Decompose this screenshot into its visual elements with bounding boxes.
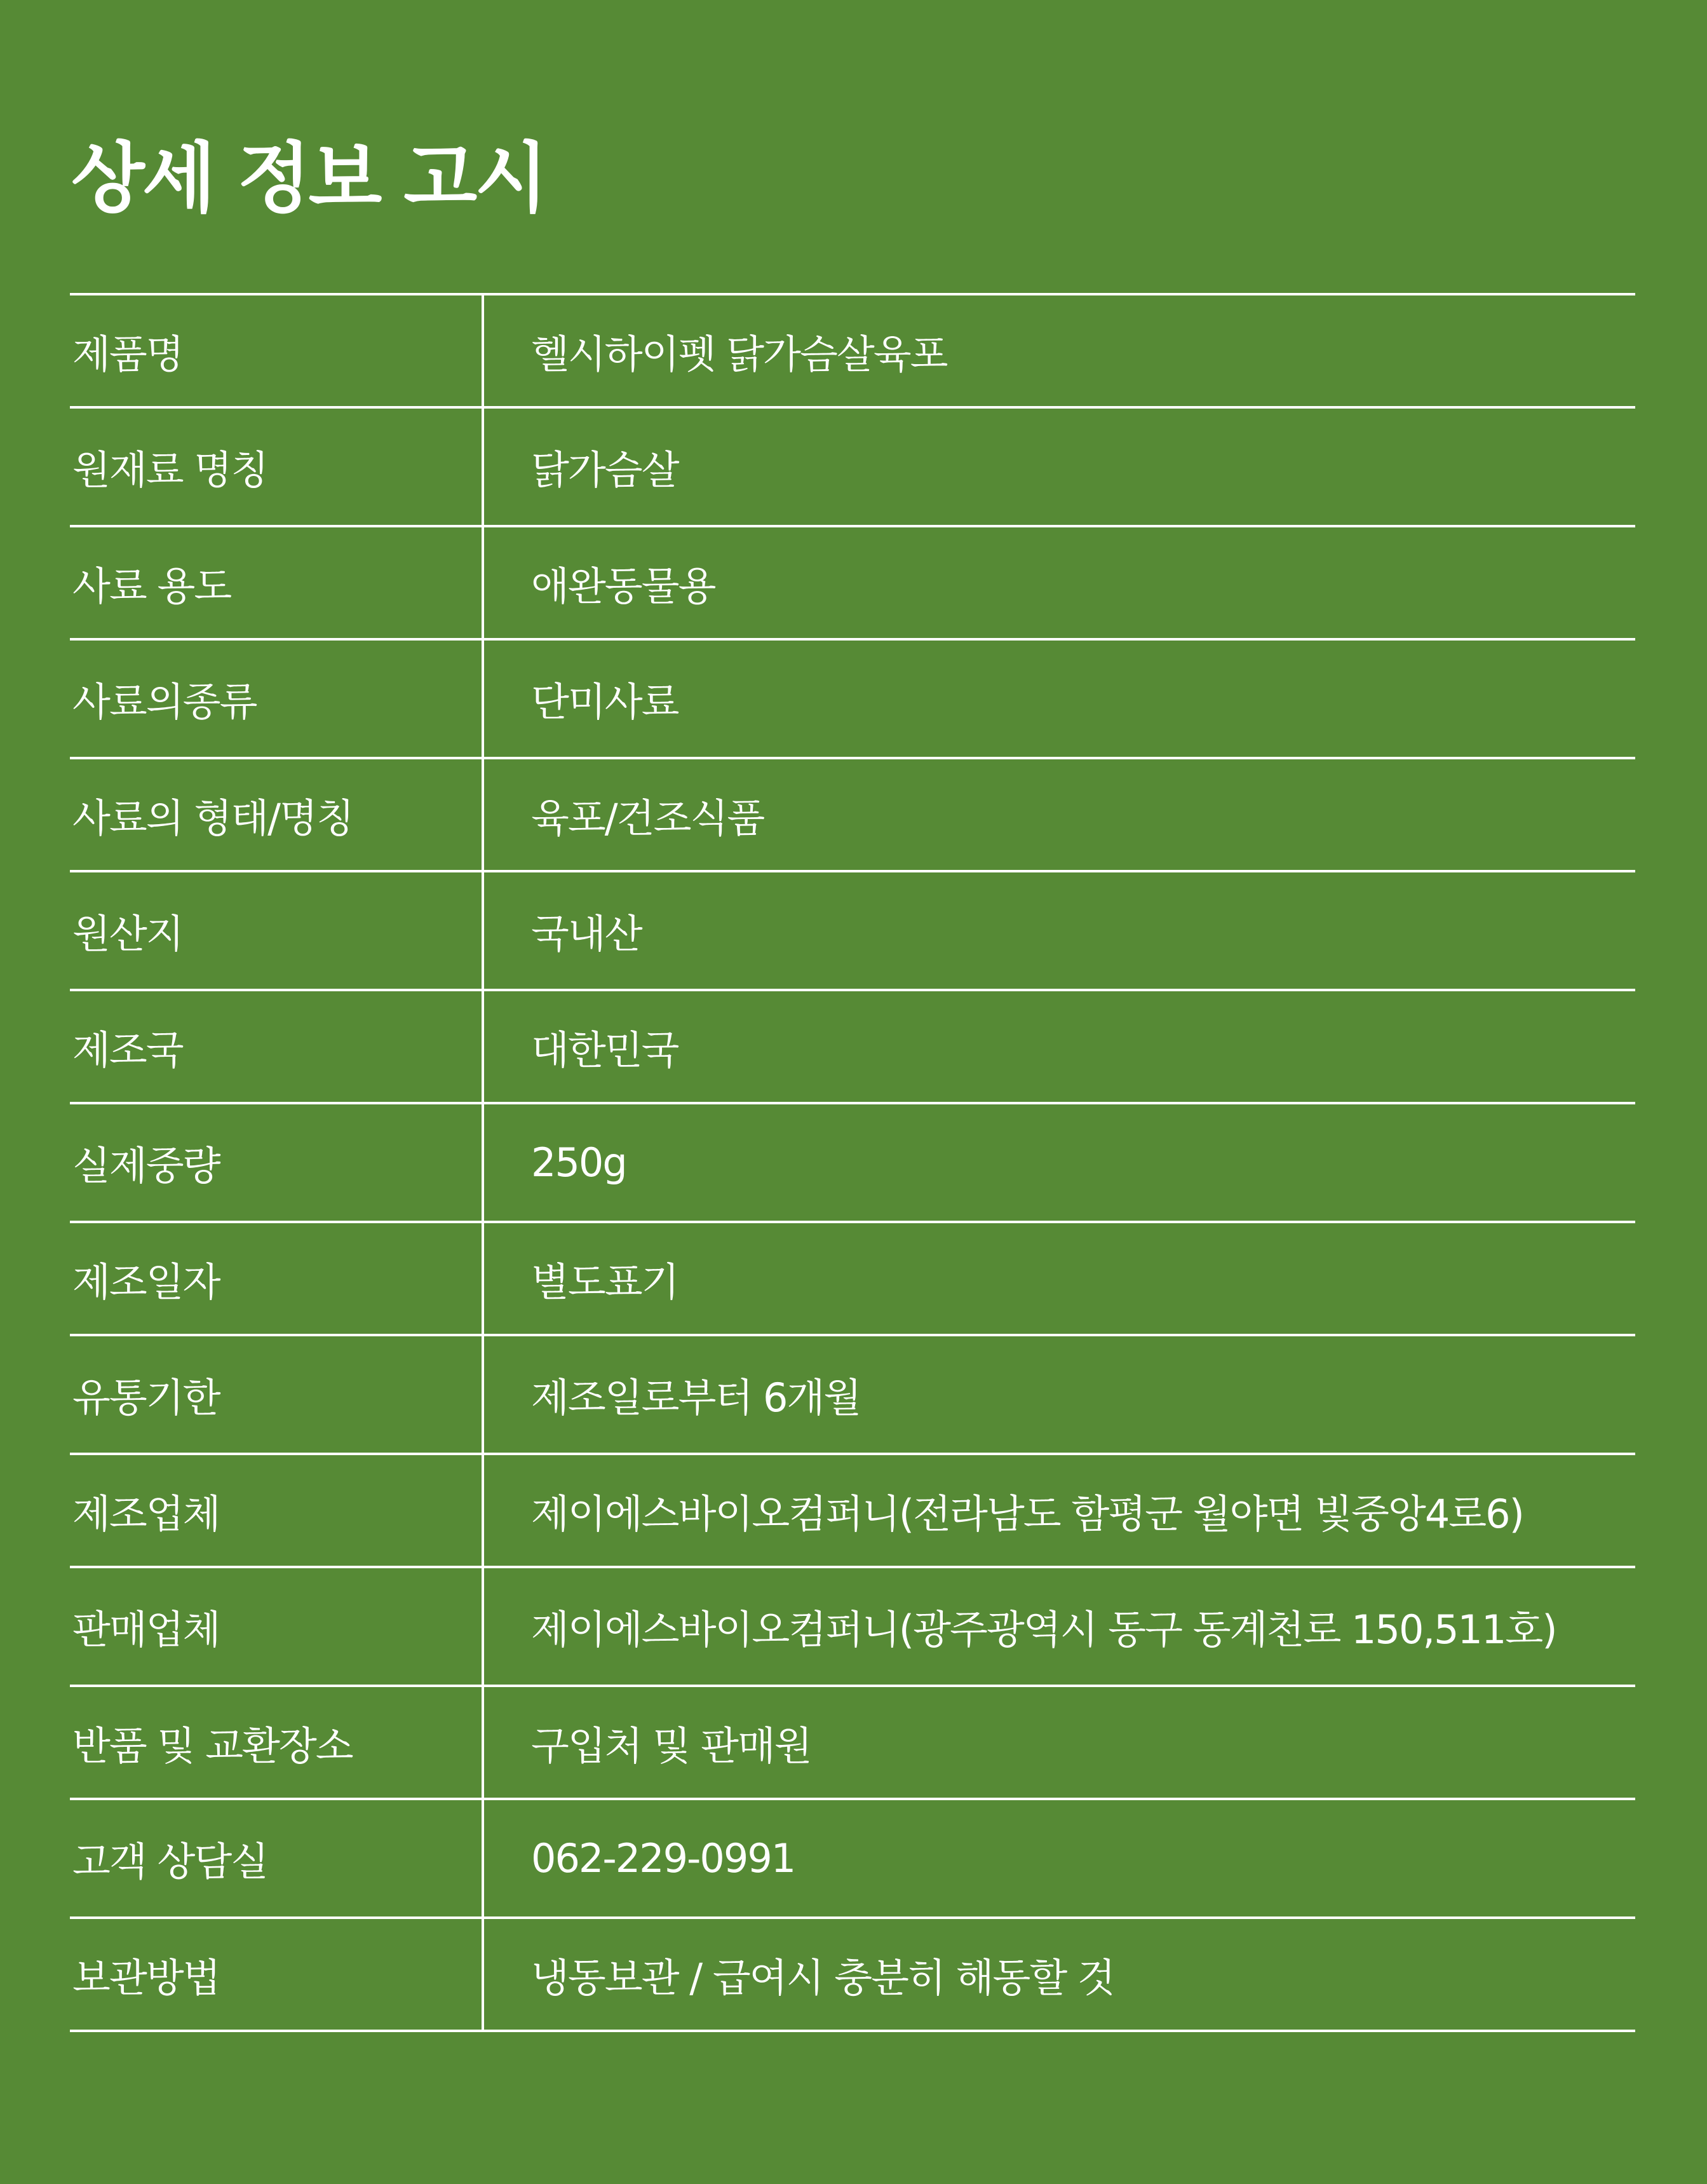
row-value: 닭가슴살 — [531, 447, 678, 493]
table-row — [70, 1104, 1635, 1223]
table-row — [70, 991, 1635, 1104]
table-row — [70, 295, 1635, 409]
table-row — [70, 872, 1635, 991]
row-label: 사료의 형태/명칭 — [70, 759, 484, 870]
table-row — [70, 641, 1635, 759]
row-value: 냉동보관 / 급여시 충분히 해동할 것 — [531, 1954, 1114, 2001]
table-row — [70, 1223, 1635, 1336]
row-label: 반품 및 교환장소 — [70, 1687, 484, 1798]
table-row — [70, 1919, 1635, 2032]
row-value: 250g — [531, 1139, 626, 1186]
row-value: 062-229-0991 — [531, 1835, 795, 1882]
page-title: 상세 정보 고시 — [71, 135, 546, 223]
row-value: 애완동물용 — [531, 562, 715, 609]
row-label: 원재료 명칭 — [70, 409, 484, 525]
row-label: 제조국 — [70, 991, 484, 1102]
row-value: 제조일로부터 6개월 — [531, 1374, 861, 1421]
row-label: 사료 용도 — [70, 527, 484, 638]
row-label: 고객 상담실 — [70, 1800, 484, 1916]
row-value: 구입처 및 판매원 — [531, 1722, 811, 1769]
table-row — [70, 759, 1635, 872]
row-value: 제이에스바이오컴퍼니(광주광역시 동구 동계천로 150,511호) — [531, 1606, 1556, 1653]
row-value: 단미사료 — [531, 679, 678, 725]
table-row — [70, 1568, 1635, 1687]
info-table — [70, 293, 1635, 2032]
row-value: 육포/건조식품 — [531, 794, 764, 841]
row-label: 제조일자 — [70, 1223, 484, 1334]
row-label: 제품명 — [70, 295, 484, 406]
row-value: 제이에스바이오컴퍼니(전라남도 함평군 월야면 빛중앙4로6) — [531, 1490, 1523, 1537]
table-row — [70, 1800, 1635, 1919]
row-label: 사료의종류 — [70, 641, 484, 757]
row-value: 헬시하이펫 닭가슴살육포 — [531, 330, 947, 377]
row-value: 별도표기 — [531, 1258, 678, 1305]
row-label: 원산지 — [70, 872, 484, 989]
row-label: 보관방법 — [70, 1919, 484, 2030]
table-row — [70, 1455, 1635, 1568]
table-row — [70, 527, 1635, 641]
table-row — [70, 1336, 1635, 1455]
row-label: 판매업체 — [70, 1568, 484, 1685]
row-label: 실제중량 — [70, 1104, 484, 1221]
table-row — [70, 409, 1635, 527]
row-value: 국내산 — [531, 911, 642, 957]
table-row — [70, 1687, 1635, 1800]
row-value: 대한민국 — [531, 1026, 678, 1073]
row-label: 유통기한 — [70, 1336, 484, 1453]
row-label: 제조업체 — [70, 1455, 484, 1566]
